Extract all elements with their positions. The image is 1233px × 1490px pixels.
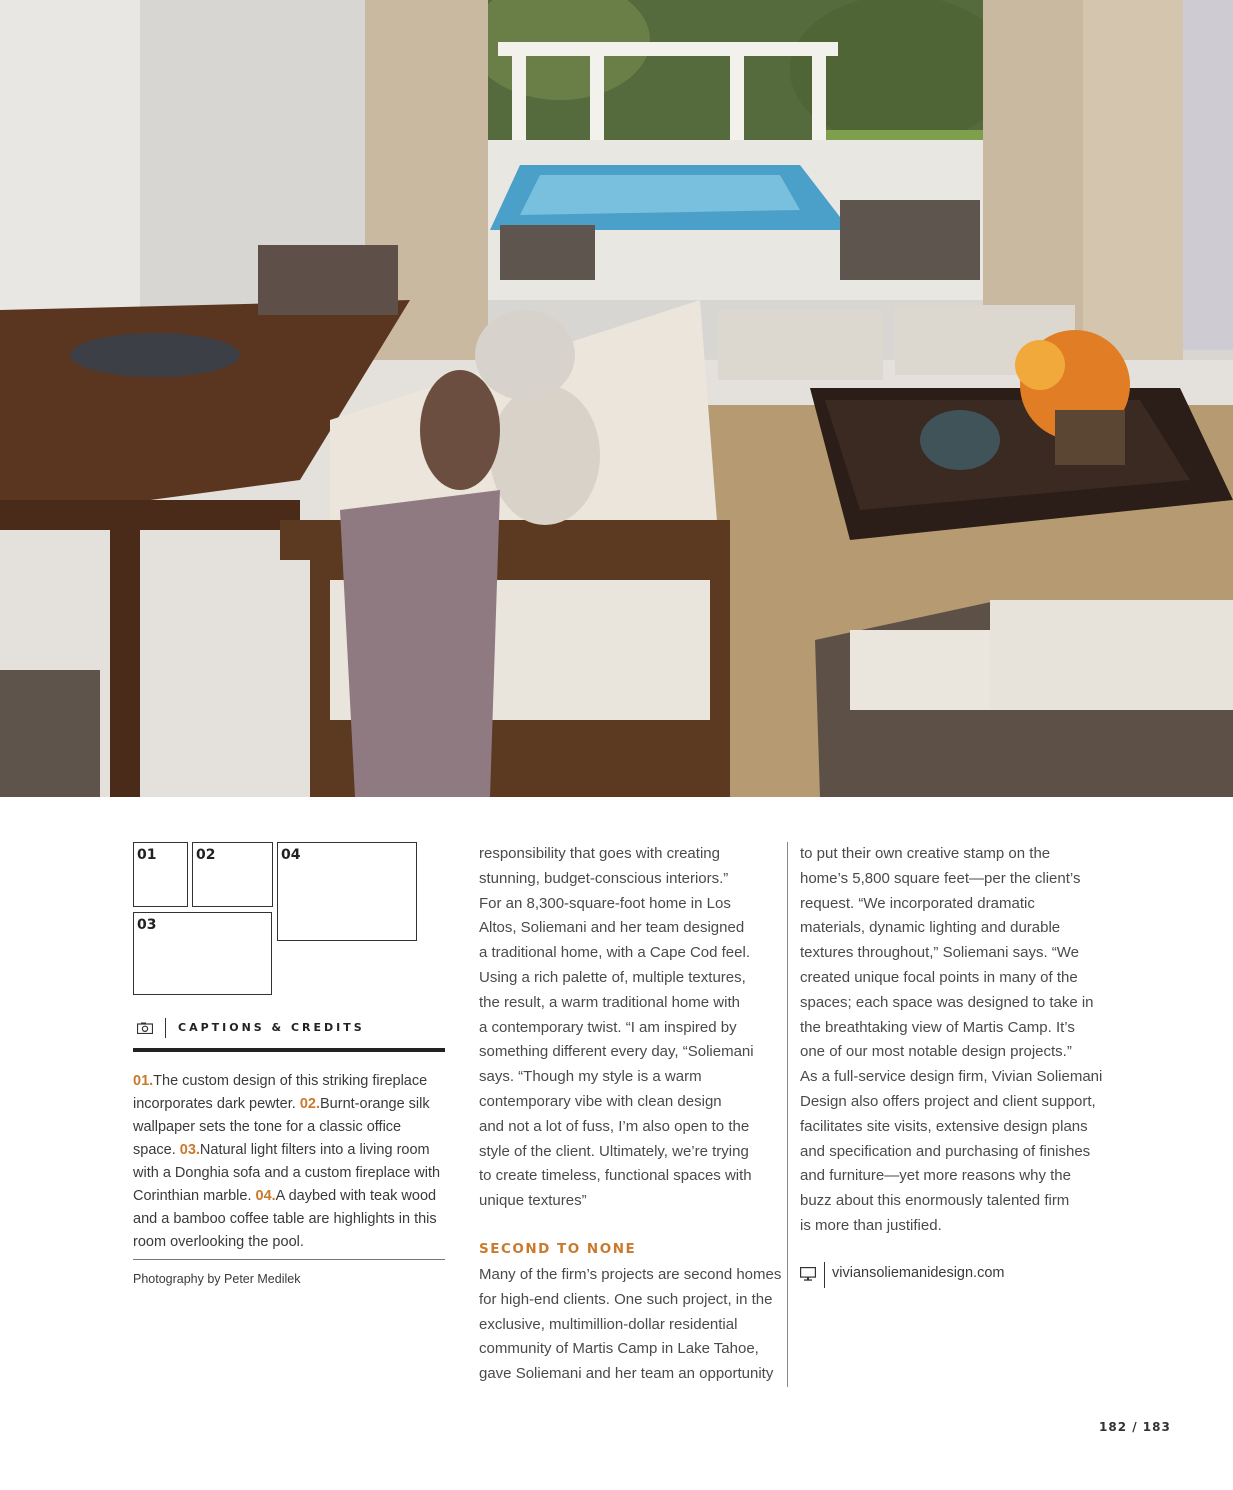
section-subhead: SECOND TO NONE [479,1241,637,1257]
captions-header [137,1018,445,1040]
body-line: and not a lot of fuss, I’m also open to the [479,1117,750,1135]
captions-rule [133,1048,445,1052]
body-line: and specification and purchasing of finishes [800,1142,1091,1160]
captions-text [133,1070,445,1254]
body-line: For an 8,300-square-foot home in Los [479,894,731,912]
body-line: the result, a warm traditional home with [479,993,740,1011]
body-line: Design also offers project and client support, [800,1092,1096,1110]
body-line: gave Soliemani and her team an opportunity [479,1365,774,1383]
website-link[interactable]: viviansoliemanidesign.com [832,1265,1005,1281]
body-line: contemporary vibe with clean design [479,1092,722,1110]
body-line: unique textures” [479,1192,587,1210]
caption-number: 03. [179,1142,200,1158]
body-line: spaces; each space was designed to take in [800,993,1094,1011]
body-line: home’s 5,800 square feet—per the client’s [800,869,1081,887]
camera-icon [137,1022,153,1034]
body-line: materials, dynamic lighting and durable [800,919,1061,937]
body-line: Many of the firm’s projects are second homes [479,1266,782,1283]
caption-text: Natural light filters into a living room with a Donghia sofa and a custom fireplace with Corinthian marble. [133,1142,441,1204]
body-line: is more than justified. [800,1216,942,1234]
thumbnail-label-01: 01 [137,847,157,863]
website-credit [800,1262,1100,1288]
body-line: to create timeless, functional spaces with [479,1167,752,1185]
header-divider [165,1018,166,1038]
monitor-icon [800,1267,816,1281]
captions-header-label: CAPTIONS & CREDITS [178,1021,365,1034]
thumbnail-box-01 [133,842,188,907]
body-line: responsibility that goes with creating [479,845,720,862]
body-line: something different every day, “Soliemani [479,1043,754,1061]
thumbnail-label-04: 04 [281,847,301,863]
thumbnail-box-03 [133,912,272,995]
page-numbers: 182 / 183 [1099,1420,1171,1434]
caption-number: 01. [133,1073,154,1089]
body-column-2-continued [479,1263,782,1387]
website-divider [824,1262,825,1288]
body-line: textures throughout,” Soliemani says. “We [800,944,1080,962]
body-line: and furniture—yet more reasons why the [800,1167,1071,1185]
credit-rule [133,1259,445,1260]
body-line: created unique focal points in many of the [800,968,1078,986]
caption-text: A daybed with teak wood and a bamboo coffee table are highlights in this room overlooking the pool. [133,1188,437,1250]
body-line: request. “We incorporated dramatic [800,894,1035,912]
body-line: the breathtaking view of Martis Camp. It’s [800,1018,1075,1036]
body-line: for high-end clients. One such project, in the [479,1290,773,1308]
body-line: a traditional home, with a Cape Cod feel. [479,944,750,962]
body-line: a contemporary twist. “I am inspired by [479,1018,737,1036]
thumbnail-box-02 [192,842,273,907]
body-line: facilitates site visits, extensive design plans [800,1117,1088,1135]
thumbnail-box-04 [277,842,417,941]
column-divider [787,842,788,1387]
body-line: Using a rich palette of, multiple textures, [479,968,746,986]
body-line: community of Martis Camp in Lake Tahoe, [479,1340,759,1358]
body-line: As a full-service design firm, Vivian Soliemani [800,1068,1103,1086]
caption-text: The custom design of this striking fireplace incorporates dark pewter. [133,1073,428,1112]
body-line: style of the client. Ultimately, we’re trying [479,1142,749,1160]
thumbnail-label-03: 03 [137,917,157,933]
thumbnail-label-02: 02 [196,847,216,863]
body-line: one of our most notable design projects.” [800,1043,1072,1061]
caption-number: 04. [255,1188,276,1204]
caption-number: 02. [299,1096,321,1112]
body-column-2 [479,842,779,1214]
body-line: buzz about this enormously talented firm [800,1192,1070,1210]
body-line: exclusive, multimillion-dollar residential [479,1315,738,1333]
photo-credit: Photography by Peter Medilek [133,1272,301,1286]
body-column-3 [800,842,1103,1239]
body-line: Altos, Soliemani and her team designed [479,919,745,937]
body-line: stunning, budget-conscious interiors.” [479,869,729,887]
caption-text: Burnt-orange silk wallpaper sets the tone for a classic office space. [133,1096,430,1158]
body-line: says. “Though my style is a warm [479,1068,702,1086]
body-line: to put their own creative stamp on the [800,845,1051,862]
